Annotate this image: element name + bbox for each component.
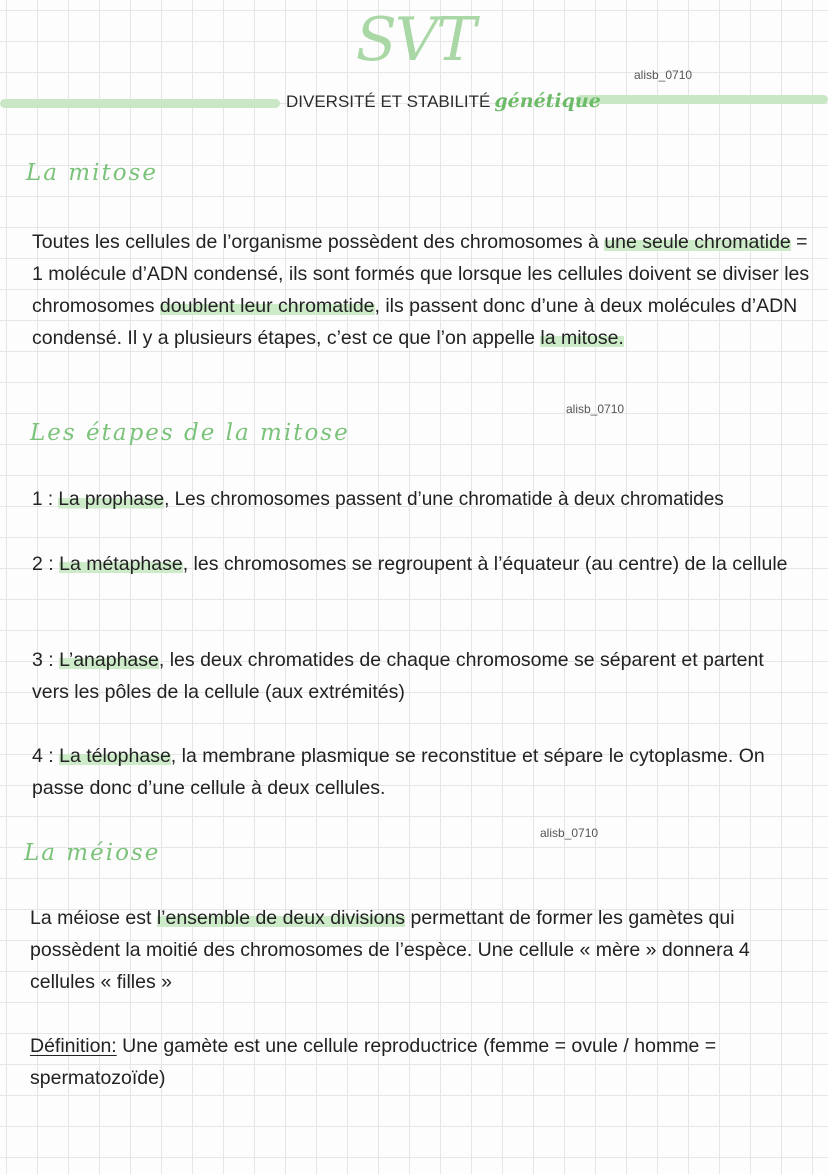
subtitle-main: DIVERSITÉ ET STABILITÉ bbox=[286, 92, 491, 111]
highlight: l’ensemble de deux divisions bbox=[156, 907, 406, 929]
etape-name: La métaphase bbox=[59, 553, 183, 575]
text-run: permettant de former les gamètes qui possèdent la moitié des chromosomes de l’espèce. Une cellule « mère » donnera 4 cellules « filles » bbox=[30, 907, 750, 993]
etape-text: , les chromosomes se regroupent à l’équateur (au centre) de la cellule bbox=[182, 553, 788, 575]
etape-name: L’anaphase bbox=[59, 649, 159, 671]
text-run: = 1 molécule d’ADN condensé, ils sont formés que lorsque les cellules doivent se diviser les chromosomes bbox=[32, 231, 810, 317]
meiose-paragraph bbox=[30, 902, 800, 998]
text-run: , ils passent donc d’une à deux molécules d’ADN condensé. Il y a plusieurs étapes, c’est ce que l’on appelle bbox=[32, 295, 798, 349]
highlight: une seule chromatide bbox=[604, 231, 791, 253]
highlight: doublent leur chromatide bbox=[159, 295, 375, 317]
page-title: SVT bbox=[355, 5, 475, 75]
header-band-right bbox=[576, 95, 828, 104]
header-band-left bbox=[0, 99, 280, 108]
etape-number: 2 : bbox=[32, 553, 60, 575]
page-subtitle bbox=[286, 88, 601, 115]
etape-name: La prophase bbox=[58, 489, 165, 510]
text-run: Toutes les cellules de l’organisme possèdent des chromosomes à bbox=[32, 231, 605, 253]
etape-name: La télophase bbox=[59, 745, 171, 767]
section-heading-meiose: La méiose bbox=[24, 840, 161, 866]
watermark: alisb_0710 bbox=[634, 68, 693, 82]
etape-item-2 bbox=[32, 548, 812, 580]
etape-number: 4 : bbox=[32, 745, 60, 767]
etape-text: , les deux chromatides de chaque chromosome se séparent et partent vers les pôles de la cellule (aux extrémités) bbox=[32, 649, 764, 703]
section-heading-etapes: Les étapes de la mitose bbox=[30, 420, 350, 446]
etape-text: , Les chromosomes passent d’une chromatide à deux chromatides bbox=[164, 489, 724, 510]
highlight: la mitose. bbox=[540, 327, 624, 349]
definition-label: Définition: bbox=[30, 1035, 117, 1057]
definition-text: Une gamète est une cellule reproductrice (femme = ovule / homme = spermatozoïde) bbox=[30, 1035, 717, 1089]
section-heading-mitose: La mitose bbox=[26, 160, 158, 186]
watermark: alisb_0710 bbox=[566, 402, 625, 416]
etape-number: 3 : bbox=[32, 649, 60, 671]
definition-paragraph bbox=[30, 1030, 810, 1094]
watermark: alisb_0710 bbox=[540, 826, 599, 840]
text-run: La méiose est bbox=[30, 907, 157, 929]
mitose-intro-paragraph bbox=[32, 226, 812, 354]
etape-item-1 bbox=[32, 484, 724, 516]
etape-number: 1 : bbox=[32, 489, 59, 510]
etape-item-4 bbox=[32, 740, 812, 804]
etape-item-3 bbox=[32, 644, 792, 708]
etape-text: , la membrane plasmique se reconstitue et sépare le cytoplasme. On passe donc d’une cellule à deux cellules. bbox=[32, 745, 765, 799]
subtitle-accent: génétique bbox=[494, 90, 601, 112]
